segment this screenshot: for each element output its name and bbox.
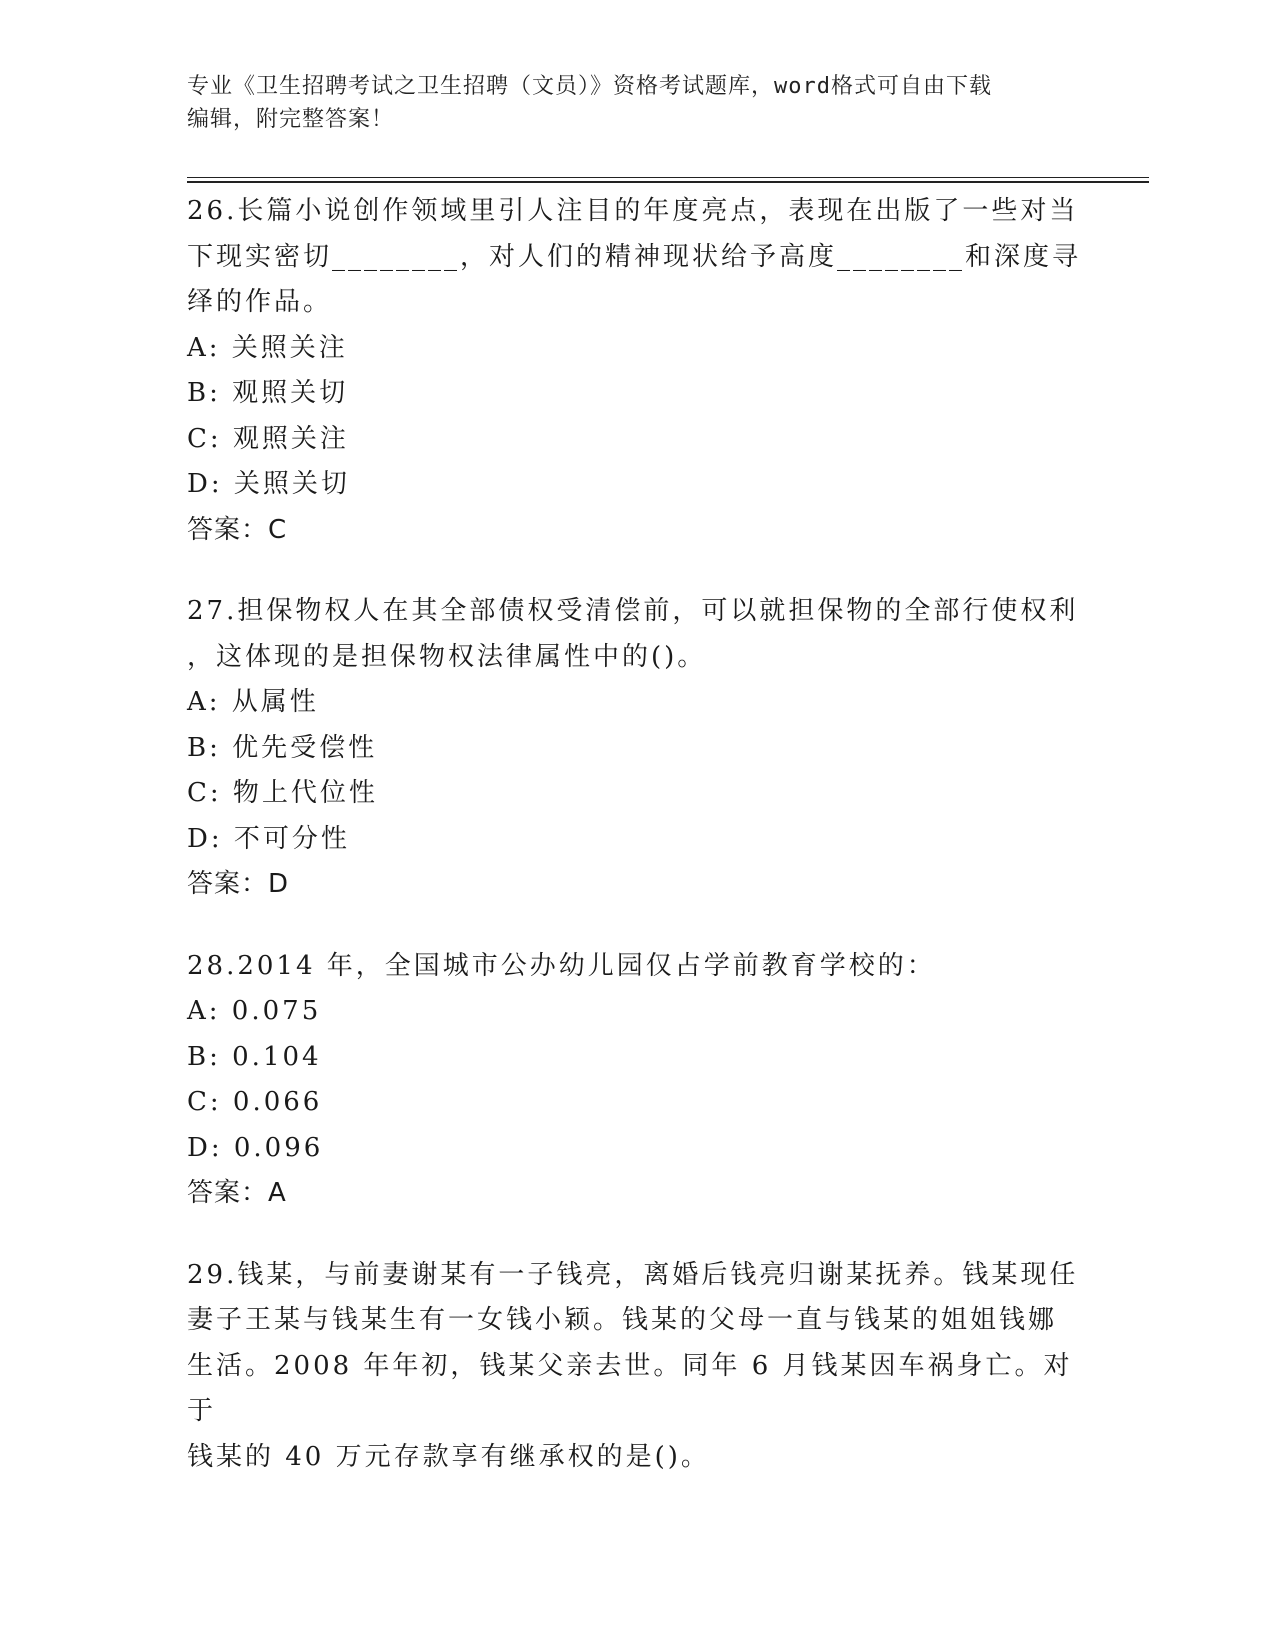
question-stem-line: 26.长篇小说创作领域里引人注目的年度亮点，表现在出版了一些对当 [187,196,1079,226]
question-28 [187,944,1087,1217]
question-29 [187,1253,1087,1481]
question-27 [187,589,1087,908]
option-c: C: 观照关注 [187,423,349,454]
question-26 [187,189,1087,553]
option-a: A: 0.075 [187,996,322,1026]
option-b: B: 优先受偿性 [187,732,378,763]
question-stem-line: 钱某的 40 万元存款享有继承权的是()。 [187,1441,710,1472]
question-stem-line: 27.担保物权人在其全部债权受清偿前，可以就担保物的全部行使权利 [187,596,1079,626]
header-divider-thick [187,181,1149,183]
option-d: D: 关照关切 [187,469,350,499]
question-stem-line: 29.钱某，与前妻谢某有一子钱亮，离婚后钱亮归谢某抚养。钱某现任 [187,1259,1079,1290]
question-stem-line: 28.2014 年，全国城市公办幼儿园仅占学前教育学校的： [187,950,936,981]
option-a: A: 关照关注 [187,332,348,363]
option-d: D: 0.096 [187,1132,324,1163]
option-c: C: 物上代位性 [187,778,378,808]
header-divider-thin [187,177,1149,178]
question-stem-line: 妻子王某与钱某生有一女钱小颖。钱某的父母一直与钱某的姐姐钱娜 [187,1305,1058,1335]
document-header [187,70,1067,136]
option-a: A: 从属性 [187,687,319,717]
question-list [187,189,1087,1516]
question-stem-line: ，这体现的是担保物权法律属性中的()。 [187,641,707,672]
option-b: B: 观照关切 [187,378,349,408]
option-c: C: 0.066 [187,1087,323,1117]
answer-line: 答案：C [187,514,288,545]
answer-line: 答案：D [187,869,290,899]
header-line-2: 编辑，附完整答案！ [187,107,395,132]
option-d: D: 不可分性 [187,823,350,854]
question-stem-line: 下现实密切________，对人们的精神现状给予高度________和深度寻 [187,241,1082,272]
header-line-1: 专业《卫生招聘考试之卫生招聘（文员）》资格考试题库，word格式可自由下载 [187,74,992,99]
question-stem-line: 绎的作品。 [187,287,333,317]
question-stem-line: 生活。2008 年年初，钱某父亲去世。同年 6 月钱某因车祸身亡。对于 [187,1350,1073,1426]
option-b: B: 0.104 [187,1041,322,1072]
answer-line: 答案：A [187,1178,287,1208]
